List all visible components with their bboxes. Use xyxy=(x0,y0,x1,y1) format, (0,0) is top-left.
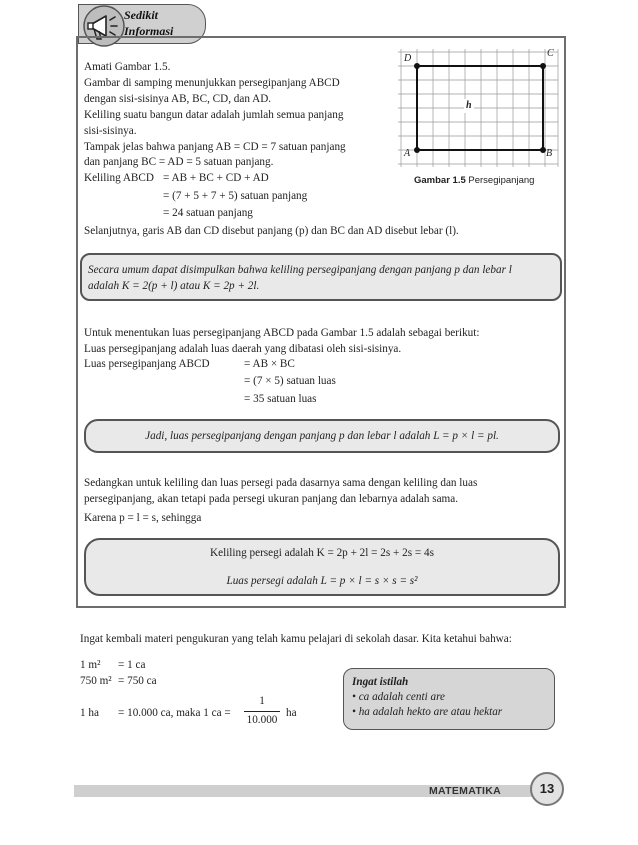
keliling-persegi-formula: Keliling persegi adalah K = 2p + 2l = 2s + 2s = 4s xyxy=(210,547,434,559)
conversion-row2-right: = 750 ca xyxy=(118,675,157,687)
vertex-label-c: C xyxy=(547,48,554,59)
luas-eq-3: = 35 satuan luas xyxy=(244,393,317,405)
persegi-line-2: persegipanjang, akan tetapi pada persegi ukuran panjang dan lebarnya adalah sama. xyxy=(84,493,459,505)
figure-caption xyxy=(414,174,534,188)
fraction-denominator: 10.000 xyxy=(246,714,278,726)
intro-line-3: dengan sisi-sisinya AB, BC, CD, dan AD. xyxy=(84,93,272,105)
footer-subject: MATEMATIKA xyxy=(429,785,502,797)
keliling-formula-line-1: Secara umum dapat disimpulkan bahwa keliling persegipanjang dengan panjang p dan lebar l xyxy=(88,264,512,276)
page-number: 13 xyxy=(530,772,564,806)
persegi-line-1: Sedangkan untuk keliling dan luas persegi pada dasarnya sama dengan keliling dan luas xyxy=(84,477,478,489)
intro-line-1: Amati Gambar 1.5. xyxy=(84,61,171,73)
luas-line-2: Luas persegipanjang adalah luas daerah yang dibatasi oleh sisi-sisinya. xyxy=(84,343,402,355)
intro-line-2: Gambar di samping menunjukkan persegipanjang ABCD xyxy=(84,77,340,89)
luas-eq-2: = (7 × 5) satuan luas xyxy=(244,375,336,387)
ingat-istilah-item-2: • ha adalah hekto are atau hektar xyxy=(352,706,503,718)
badge-title xyxy=(124,7,173,39)
rectangle-figure xyxy=(393,44,563,172)
badge-title-line1: Sedikit xyxy=(124,8,159,22)
center-label-h: h xyxy=(466,100,472,111)
conversion-row3-left: 1 ha xyxy=(80,707,99,719)
conversion-row3-text: = 10.000 ca, maka 1 ca = xyxy=(118,707,231,719)
luas-label: Luas persegipanjang ABCD xyxy=(84,358,210,370)
conversion-row3-unit: ha xyxy=(286,707,297,719)
vertex-label-b: B xyxy=(546,148,553,159)
intro-line-8: Selanjutnya, garis AB dan CD disebut panjang (p) dan BC dan AD disebut lebar (l). xyxy=(84,225,459,237)
conversion-intro: Ingat kembali materi pengukuran yang telah kamu pelajari di sekolah dasar. Kita ketahui bahwa: xyxy=(80,633,512,645)
conversion-row1-left: 1 m² xyxy=(80,659,101,671)
luas-formula-text: Jadi, luas persegipanjang dengan panjang p dan lebar l adalah L = p × l = pl. xyxy=(145,430,499,442)
figure-caption-number: Gambar 1.5 xyxy=(414,175,466,186)
keliling-eq-2: = (7 + 5 + 7 + 5) satuan panjang xyxy=(163,190,308,202)
conversion-row1-right: = 1 ca xyxy=(118,659,146,671)
intro-line-5: sisi-sisinya. xyxy=(84,125,137,137)
luas-line-1: Untuk menentukan luas persegipanjang ABCD pada Gambar 1.5 adalah sebagai berikut: xyxy=(84,327,480,339)
luas-eq-1: = AB × BC xyxy=(244,358,295,370)
fraction-bar xyxy=(244,711,280,712)
ingat-istilah-title: Ingat istilah xyxy=(352,676,409,688)
keliling-formula-line-2: adalah K = 2(p + l) atau K = 2p + 2l. xyxy=(88,280,260,292)
luas-persegi-formula: Luas persegi adalah L = p × l = s × s = s² xyxy=(226,575,418,587)
keliling-label: Keliling ABCD xyxy=(84,172,154,184)
ingat-istilah-item-1: • ca adalah centi are xyxy=(352,691,445,703)
badge-title-line2: Informasi xyxy=(124,24,174,38)
vertex-label-a: A xyxy=(404,148,411,159)
conversion-row2-left: 750 m² xyxy=(80,675,112,687)
keliling-formula-callout xyxy=(80,253,562,301)
persegi-line-3: Karena p = l = s, sehingga xyxy=(84,512,202,524)
intro-line-7: dan panjang BC = AD = 5 satuan panjang. xyxy=(84,156,274,168)
intro-line-6: Tampak jelas bahwa panjang AB = CD = 7 satuan panjang xyxy=(84,141,346,153)
keliling-eq-3: = 24 satuan panjang xyxy=(163,207,253,219)
vertex-label-d: D xyxy=(404,53,412,64)
intro-line-4: Keliling suatu bangun datar adalah jumlah semua panjang xyxy=(84,109,344,121)
fraction-numerator: 1 xyxy=(259,695,265,707)
figure-caption-text: Persegipanjang xyxy=(468,175,535,186)
keliling-eq-1: = AB + BC + CD + AD xyxy=(163,172,269,184)
